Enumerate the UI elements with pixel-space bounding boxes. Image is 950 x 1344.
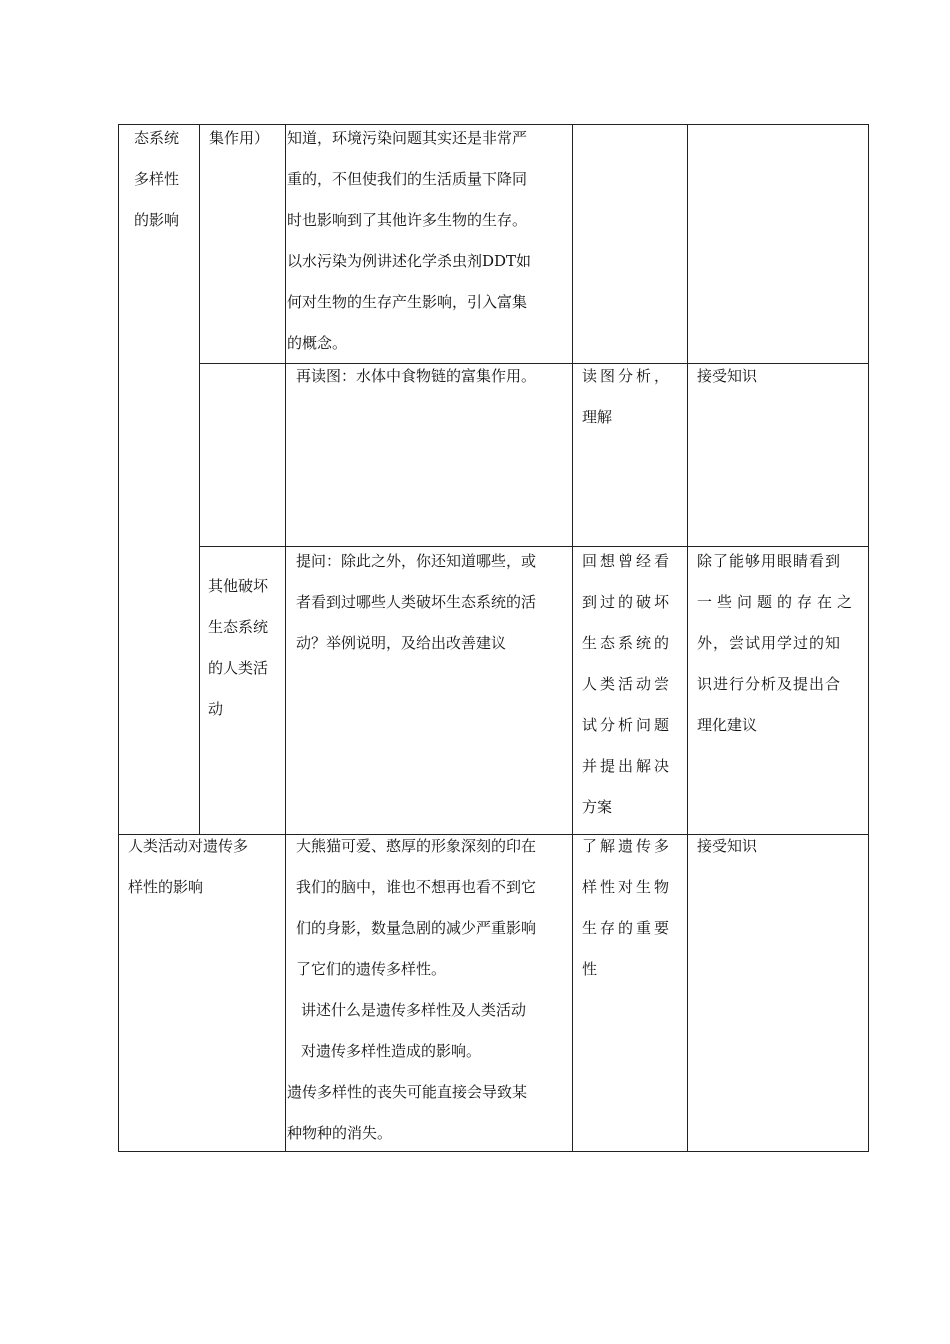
row3-col5-line: 识进行分析及提出合 [697, 675, 842, 693]
row3-col4-line: 到过的破坏 [582, 593, 673, 611]
row1-col1-line: 的影响 [134, 211, 180, 229]
row4-col3-line: 种物种的消失。 [287, 1124, 393, 1142]
row2-col5-line: 接受知识 [697, 367, 758, 385]
row4-col3-cell [287, 826, 571, 1154]
row3-col4-line: 人类活动尝 [582, 675, 673, 693]
row4-col5-line: 接受知识 [697, 837, 758, 855]
row3-col5-line: 外，尝试用学过的知 [697, 634, 842, 652]
row3-col4-line: 试分析问题 [582, 716, 673, 734]
row1-col3-line: 知道，环境污染问题其实还是非常严 [287, 129, 528, 147]
row4-col3-line: 大熊猫可爱、憨厚的形象深刻的印在 [296, 837, 537, 855]
row3-col3-line: 者看到过哪些人类破坏生态系统的活 [296, 593, 537, 611]
row1-col2-line: 集作用） [209, 129, 270, 147]
row4-col1-line: 样性的影响 [128, 878, 204, 896]
row3-col4-line: 生态系统的 [582, 634, 673, 652]
row2-col4-cell [582, 356, 686, 438]
col1-right-border [199, 124, 200, 835]
row2-col4-line: 读图分析， [582, 367, 673, 385]
row1-col3-line: 以水污染为例讲述化学杀虫剂DDT如 [287, 252, 532, 270]
row4-col3-line: 讲述什么是遗传多样性及人类活动 [301, 1001, 527, 1019]
row1-col3-line: 的概念。 [287, 334, 348, 352]
row3-col4-line: 回想曾经看 [582, 552, 673, 570]
row2-col4-line: 理解 [582, 408, 613, 426]
row1-col3-cell [287, 118, 571, 364]
row4-col4-line: 了解遗传多 [582, 837, 673, 855]
row2-col3-line: 再读图：水体中食物链的富集作用。 [296, 367, 537, 385]
row3-col5-line: 一些问题的存在之 [697, 593, 858, 611]
row4-col5-cell [697, 826, 865, 867]
row4-col3-line: 对遗传多样性造成的影响。 [301, 1042, 482, 1060]
row4-col1-cell [128, 826, 284, 908]
row4-col4-line: 性 [582, 960, 601, 978]
row3-col5-line: 除了能够用眼睛看到 [697, 552, 842, 570]
row4-col3-line: 遗传多样性的丧失可能直接会导致某 [287, 1083, 528, 1101]
row2-col3-cell [296, 356, 570, 397]
row3-col5-cell [697, 541, 865, 746]
row1-col2-cell [209, 118, 283, 159]
row3-col4-line: 并提出解决 [582, 757, 673, 775]
row3-col2-line: 其他破坏 [208, 577, 269, 595]
row3-col2-line: 的人类活 [208, 659, 269, 677]
row3-col4-cell [582, 541, 686, 828]
row1-col3-line: 时也影响到了其他许多生物的生存。 [287, 211, 528, 229]
row1-col1-line: 态系统 [134, 129, 180, 147]
row3-col3-cell [296, 541, 570, 664]
col3-right-border [572, 124, 573, 1152]
table-left-border [118, 124, 119, 1152]
row3-col3-line: 动？举例说明，及给出改善建议 [296, 634, 507, 652]
col4-right-border [687, 124, 688, 1152]
row4-col4-line: 样性对生物 [582, 878, 673, 896]
row4-col3-line: 我们的脑中，谁也不想再也看不到它 [296, 878, 537, 896]
row3-col3-line: 提问：除此之外，你还知道哪些，或 [296, 552, 537, 570]
row1-col1-line: 多样性 [134, 170, 180, 188]
row3-col4-line: 方案 [582, 798, 613, 816]
table-right-border [868, 124, 869, 1152]
row4-col3-line: 们的身影，数量急剧的减少严重影响 [296, 919, 537, 937]
row3-col5-line: 理化建议 [697, 716, 758, 734]
row1-col1-cell [134, 118, 196, 241]
row1-col3-line: 何对生物的生存产生影响，引入富集 [287, 293, 528, 311]
col2-right-border [285, 124, 286, 1152]
row4-col1-line: 人类活动对遗传多 [128, 837, 249, 855]
row4-col4-line: 生存的重要 [582, 919, 673, 937]
row3-col2-line: 动 [208, 700, 224, 718]
row2-col5-cell [697, 356, 865, 397]
row4-col4-cell [582, 826, 686, 990]
row3-col2-cell [208, 566, 284, 730]
row4-col3-line: 了它们的遗传多样性。 [296, 960, 447, 978]
row3-col2-line: 生态系统 [208, 618, 269, 636]
row1-col3-line: 重的，不但使我们的生活质量下降同 [287, 170, 528, 188]
